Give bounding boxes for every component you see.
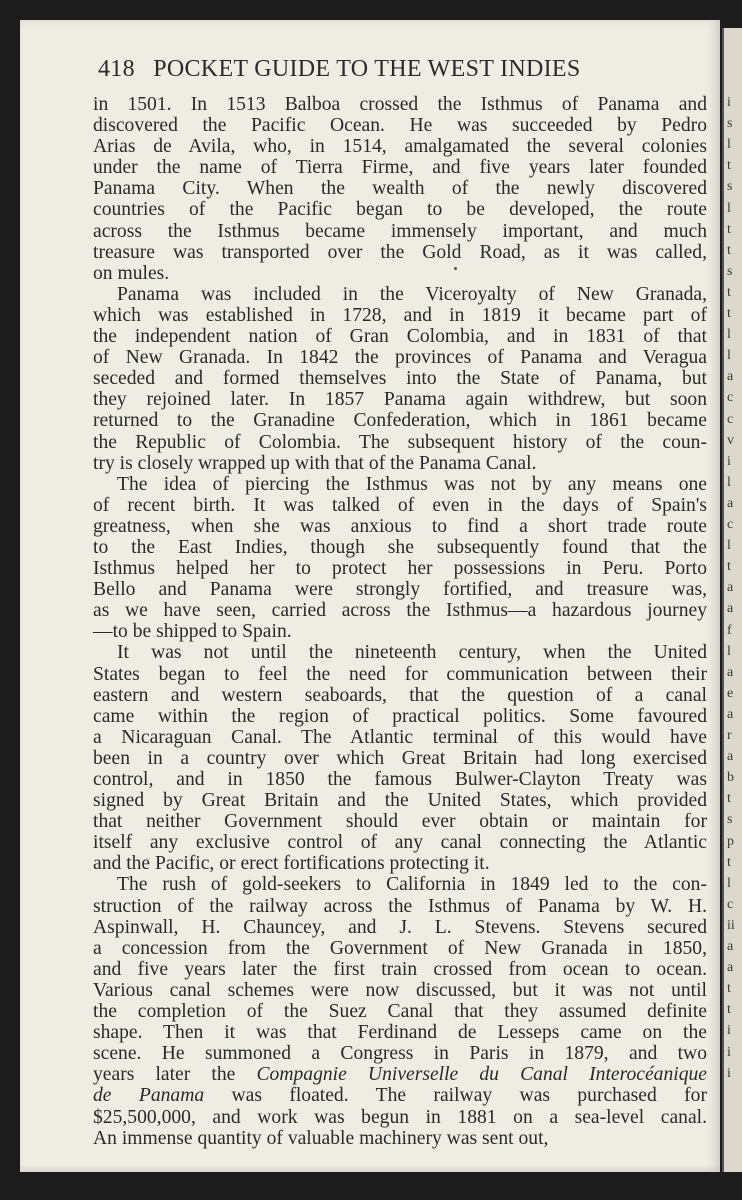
text-line [93, 790, 707, 811]
text-run: scene. He summoned a Congress in Paris in 1879, and two [93, 1043, 707, 1065]
text-line [93, 748, 707, 769]
text-line [93, 706, 707, 727]
text-line [93, 896, 707, 917]
text-run: An immense quantity of valuable machinery was sent out, [93, 1127, 549, 1149]
cropped-glyph: a [727, 939, 734, 954]
text-line [93, 1001, 707, 1022]
text-line [93, 516, 707, 537]
cropped-glyph: ii [727, 917, 735, 933]
text-line [93, 305, 707, 326]
text-run: It was not until the nineteenth century, when the United [117, 642, 707, 664]
text-line [93, 621, 707, 642]
cropped-glyph: b [727, 770, 734, 786]
text-run: itself any exclusive control of any canal connecting the Atlantic [93, 832, 707, 854]
text-line [93, 1085, 707, 1106]
cropped-glyph: a [727, 580, 734, 596]
cropped-glyph: s [727, 812, 733, 828]
text-run: Various canal schemes were now discussed, but it was not until [93, 979, 707, 1001]
cropped-glyph: s [727, 116, 733, 132]
text-line [93, 263, 707, 284]
cropped-glyph: t [727, 284, 731, 300]
text-run: eastern and western seaboards, that the question of a canal [93, 684, 707, 706]
cropped-glyph: c [727, 411, 734, 427]
text-run: Panama was included in the Viceroyalty of New Granada, [117, 283, 707, 305]
text-line [93, 410, 707, 431]
cropped-glyph: p [727, 833, 734, 849]
cropped-glyph: l [727, 200, 731, 216]
text-line [93, 178, 707, 199]
text-line [93, 558, 707, 579]
text-line [93, 853, 707, 874]
text-run: that neither Government should ever obtain or maintain for [93, 811, 707, 833]
text-line [93, 94, 707, 115]
text-run: Arias de Avila, who, in 1514, amalgamated the several colonies [93, 136, 707, 158]
cropped-glyph: a [727, 749, 734, 765]
text-line [93, 242, 707, 263]
text-run: Panama City. When the wealth of the newly discovered [93, 178, 707, 200]
cropped-glyph: t [727, 791, 731, 807]
text-line [93, 1064, 707, 1085]
cropped-glyph: t [727, 242, 731, 258]
text-run: under the name of Tierra Firme, and five years later founded [93, 157, 707, 179]
cropped-glyph: f [727, 622, 732, 638]
text-run: came within the region of practical politics. Some favoured [93, 705, 707, 727]
text-run: in 1501. In 1513 Balboa crossed the Isthmus of Panama and [93, 94, 707, 115]
text-line [93, 579, 707, 600]
body-text [93, 94, 707, 1149]
text-line [93, 432, 707, 453]
text-run: The rush of gold-seekers to California in 1849 led to the con- [117, 874, 707, 896]
text-run: to the East Indies, though she subsequently found that the [93, 536, 707, 558]
cropped-glyph: i [727, 1023, 731, 1039]
text-run: treasure was transported over the Gold Road, as it was called, [93, 241, 707, 263]
text-line [93, 874, 707, 895]
text-run: of recent birth. It was talked of even in the days of Spain's [93, 494, 707, 516]
text-line [93, 221, 707, 242]
text-run: control, and in 1850 the famous Bulwer-Clayton Treaty was [93, 769, 707, 790]
text-run: been in a country over which Great Britain had long exercised [93, 747, 707, 769]
text-run: $25,500,000, and work was begun in 1881 on a sea-level canal. [93, 1106, 707, 1128]
cropped-glyph: t [727, 158, 731, 174]
text-run: try is closely wrapped up with that of the Panama Canal. [93, 452, 537, 474]
text-line [93, 495, 707, 516]
cropped-glyph: t [727, 559, 731, 575]
cropped-glyph: a [727, 369, 734, 385]
text-line [93, 199, 707, 220]
cropped-glyph: c [727, 896, 734, 912]
text-line [93, 642, 707, 663]
cropped-glyph: i [727, 1044, 731, 1060]
text-run: and five years later the first train crossed from ocean to ocean. [93, 958, 707, 980]
text-run: countries of the Pacific began to be developed, the route [93, 199, 707, 221]
cropped-glyph: v [727, 432, 734, 448]
text-run: shape. Then it was that Ferdinand de Lesseps came on the [93, 1022, 707, 1044]
cropped-glyph: c [727, 517, 734, 532]
cropped-glyph: t [727, 981, 731, 997]
text-line [93, 537, 707, 558]
running-head [98, 56, 698, 83]
cropped-glyph: c [727, 390, 734, 406]
text-line [93, 368, 707, 389]
italic-phrase: de Panama [93, 1085, 205, 1107]
text-line [93, 474, 707, 495]
cropped-glyph: l [727, 643, 731, 659]
cropped-glyph: i [727, 453, 731, 469]
cropped-glyph: a [727, 495, 734, 511]
text-run: returned to the Granadine Confederation, which in 1861 became [93, 410, 707, 432]
text-run: seceded and formed themselves into the State of Panama, but [93, 368, 707, 390]
text-run: Isthmus helped her to protect her possessions in Peru. Porto [93, 558, 707, 580]
cropped-glyph: l [727, 137, 731, 153]
cropped-glyph: t [727, 1002, 731, 1018]
text-run: which was established in 1728, and in 1819 it became part of [93, 304, 707, 326]
text-line [93, 811, 707, 832]
text-run: signed by Great Britain and the United States, which provided [93, 790, 707, 812]
text-line [93, 284, 707, 305]
text-line [93, 453, 707, 474]
text-line [93, 727, 707, 748]
text-run: they rejoined later. In 1857 Panama again withdrew, but soon [93, 389, 707, 411]
text-run: the independent nation of Gran Colombia, and in 1831 of that [93, 326, 707, 348]
text-run: the Republic of Colombia. The subsequent history of the coun- [93, 431, 707, 453]
text-run: Aspinwall, H. Chauncey, and J. L. Stevens. Stevens secured [93, 916, 707, 938]
text-run: a concession from the Government of New Granada in 1850, [93, 937, 707, 959]
text-run: a Nicaraguan Canal. The Atlantic terminal of this would have [93, 726, 707, 748]
cropped-glyph: a [727, 664, 734, 680]
text-run: discovered the Pacific Ocean. He was succeeded by Pedro [93, 115, 707, 137]
text-run: on mules. [93, 262, 170, 284]
text-line [93, 1128, 707, 1149]
cropped-glyph: l [727, 474, 731, 490]
text-run: States began to feel the need for communication between their [93, 663, 707, 685]
cropped-glyph: a [727, 960, 734, 976]
page-number: 418 [98, 56, 135, 82]
text-line [93, 769, 707, 790]
cropped-glyph: r [727, 728, 732, 743]
book-title: POCKET GUIDE TO THE WEST INDIES [153, 56, 581, 82]
cropped-glyph: l [727, 875, 731, 891]
text-line [93, 980, 707, 1001]
cropped-glyph: l [727, 538, 731, 554]
cropped-glyph: s [727, 179, 733, 195]
text-line [93, 347, 707, 368]
text-run: Bello and Panama were strongly fortified, and treasure was, [93, 579, 707, 601]
text-line [93, 1022, 707, 1043]
text-line [93, 136, 707, 157]
text-line [93, 685, 707, 706]
text-line [93, 600, 707, 621]
cropped-glyph: l [727, 327, 731, 343]
text-run: of New Granada. In 1842 the provinces of Panama and Veragua [93, 347, 707, 369]
text-line [93, 959, 707, 980]
text-run: was floated. The railway was purchased for [204, 1085, 707, 1107]
cropped-glyph: t [727, 854, 731, 870]
cropped-glyph: t [727, 306, 731, 321]
cropped-glyph: a [727, 706, 734, 722]
text-run: struction of the railway across the Isthmus of Panama by W. H. [93, 895, 707, 917]
text-run: greatness, when she was anxious to find a short trade route [93, 515, 707, 537]
text-run: The idea of piercing the Isthmus was not by any means one [117, 473, 707, 495]
text-run: as we have seen, carried across the Isthmus—a hazardous journey [93, 600, 707, 622]
text-line [93, 917, 707, 938]
text-line [93, 389, 707, 410]
cropped-glyph: i [727, 1065, 731, 1081]
italic-phrase: Compagnie Universelle du Canal Interocéanique [256, 1064, 707, 1086]
cropped-glyph: i [727, 95, 731, 110]
cropped-glyph: e [727, 685, 734, 701]
text-line [93, 1107, 707, 1128]
cropped-glyph: a [727, 601, 734, 617]
adjacent-page-edge [722, 28, 742, 1172]
cropped-glyph: s [727, 263, 733, 279]
text-run: and the Pacific, or erect fortifications protecting it. [93, 853, 490, 875]
text-run: the completion of the Suez Canal that they assumed definite [93, 1001, 707, 1023]
cropped-glyph: t [727, 221, 731, 237]
text-run: years later the [93, 1064, 257, 1086]
text-run: —to be shipped to Spain. [93, 621, 292, 643]
text-line [93, 938, 707, 959]
text-line [93, 326, 707, 347]
text-line [93, 157, 707, 178]
text-line [93, 115, 707, 136]
cropped-glyph: l [727, 348, 731, 364]
text-line [93, 832, 707, 853]
text-line [93, 664, 707, 685]
text-line [93, 1043, 707, 1064]
text-run: across the Isthmus became immensely important, and much [93, 220, 707, 242]
